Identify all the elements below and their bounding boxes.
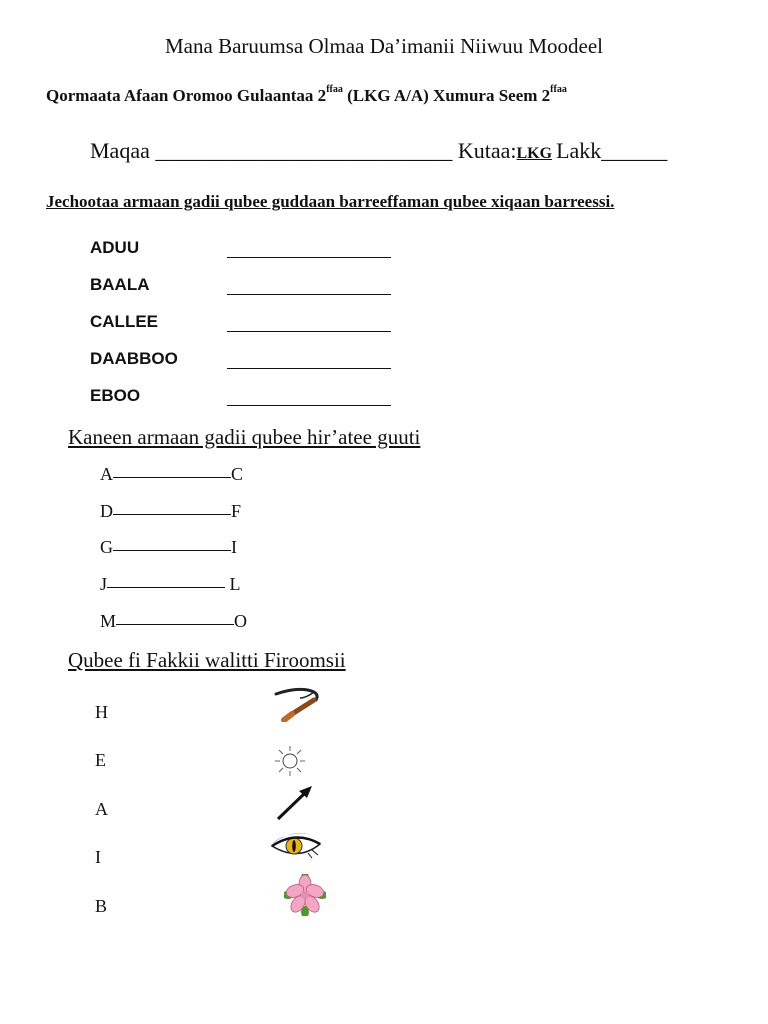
word-item: CALLEE	[90, 312, 158, 331]
class-value: LKG	[516, 145, 553, 162]
sickle-icon	[270, 686, 322, 722]
section2-heading: Kaneen armaan gadii qubee hir’atee guuti	[68, 425, 421, 449]
section1-instruction: Jechootaa armaan gadii qubee guddaan barreeffaman qubee xiqaan barreessi.	[46, 192, 615, 211]
answer-line[interactable]	[227, 294, 391, 295]
word-item: DAABBOO	[90, 349, 178, 368]
section-label: Lakk______	[556, 138, 668, 163]
fill-blank[interactable]	[116, 624, 234, 625]
sequence-row: G I	[100, 537, 237, 557]
match-letter: A	[95, 799, 108, 819]
name-label: Maqaa ___________________________ Kutaa:	[90, 138, 517, 163]
answer-line[interactable]	[227, 368, 391, 369]
sequence-row: A C	[100, 464, 244, 484]
arrow-icon	[275, 784, 315, 822]
fill-blank[interactable]	[113, 550, 231, 551]
eye-icon	[268, 828, 326, 864]
answer-line[interactable]	[227, 405, 391, 406]
match-letter: I	[95, 847, 101, 867]
match-letter: E	[95, 750, 106, 770]
word-item: BAALA	[90, 275, 150, 294]
school-title: Mana Baruumsa Olmaa Da’imanii Niiwuu Moodeel	[165, 34, 603, 58]
sun-icon	[273, 744, 307, 778]
fill-blank[interactable]	[107, 587, 225, 588]
fill-blank[interactable]	[113, 477, 231, 478]
match-letter: H	[95, 702, 108, 722]
match-letter: B	[95, 896, 108, 916]
answer-line[interactable]	[227, 331, 391, 332]
fill-blank[interactable]	[113, 514, 231, 515]
word-item: ADUU	[90, 238, 140, 257]
answer-line[interactable]	[227, 257, 391, 258]
flower-icon	[284, 874, 326, 916]
sequence-row: D F	[100, 501, 242, 521]
word-item: EBOO	[90, 386, 141, 405]
section3-heading: Qubee fi Fakkii walitti Firoomsii	[68, 648, 346, 672]
student-info-line	[90, 138, 667, 164]
exam-subtitle: Qormaata Afaan Oromoo Gulaantaa $2^{ffaa}$ (LKG A/A) Xumura Seem $2^{ffaa}$	[46, 84, 567, 105]
sequence-row: M O	[100, 611, 248, 631]
sequence-row: J L	[100, 574, 241, 594]
